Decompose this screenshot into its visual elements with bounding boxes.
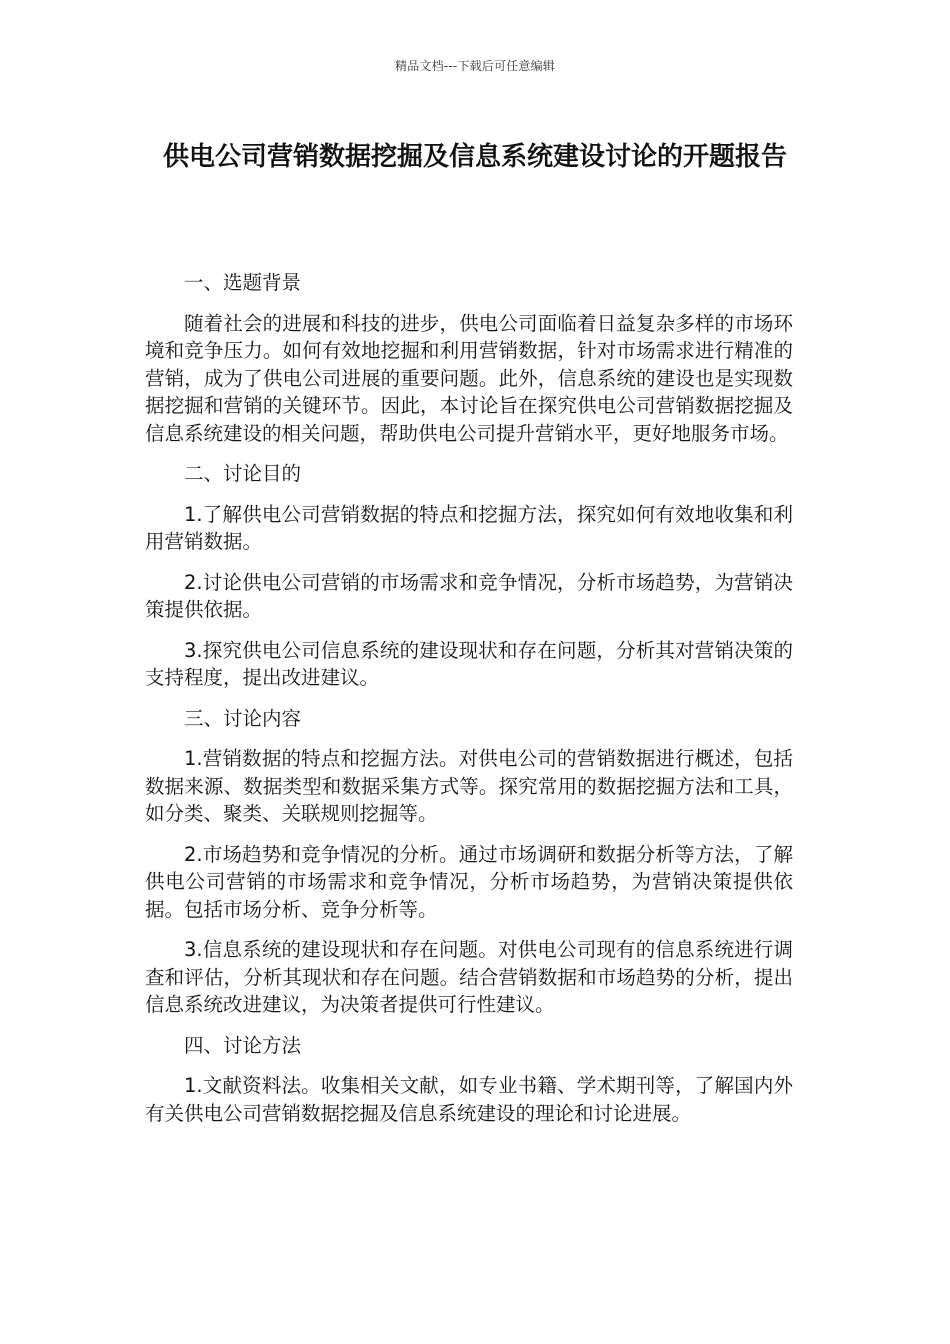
paragraph: 2.讨论供电公司营销的市场需求和竞争情况，分析市场趋势，为营销决策提供依据。: [145, 570, 793, 621]
paragraph: 2.市场趋势和竞争情况的分析。通过市场调研和数据分析等方法，了解供电公司营销的市场需求和竞争情况，分析市场趋势，为营销决策提供依据。包括市场分析、竞争分析等。: [145, 842, 793, 921]
document-body: [145, 269, 793, 1140]
section-heading-background: 一、选题背景: [184, 271, 302, 294]
document-title: 供电公司营销数据挖掘及信息系统建设讨论的开题报告: [162, 142, 787, 172]
section-heading-method: 四、讨论方法: [184, 1033, 302, 1057]
section-heading-purpose: 二、讨论目的: [184, 462, 302, 485]
paragraph: 1.营销数据的特点和挖掘方法。对供电公司的营销数据进行概述，包括数据来源、数据类型和数据采集方式等。探究常用的数据挖掘方法和工具，如分类、聚类、关联规则挖掘等。: [145, 747, 793, 825]
paragraph: 1.了解供电公司营销数据的特点和挖掘方法，探究如何有效地收集和利用营销数据。: [145, 502, 793, 553]
section-heading-content: 三、讨论内容: [184, 706, 302, 730]
paragraph: 1.文献资料法。收集相关文献，如专业书籍、学术期刊等，了解国内外有关供电公司营销数据挖掘及信息系统建设的理论和讨论进展。: [145, 1074, 793, 1125]
header-note: 精品文档---下载后可任意编辑: [395, 59, 555, 73]
paragraph: 3.信息系统的建设现状和存在问题。对供电公司现有的信息系统进行调查和评估，分析其现状和存在问题。结合营销数据和市场趋势的分析，提出信息系统改进建议，为决策者提供可行性建议。: [145, 938, 793, 1016]
paragraph: 3.探究供电公司信息系统的建设现状和存在问题，分析其对营销决策的支持程度，提出改进建议。: [145, 638, 793, 689]
paragraph: 随着社会的进展和科技的进步，供电公司面临着日益复杂多样的市场环境和竞争压力。如何有效地挖掘和利用营销数据，针对市场需求进行精准的营销，成为了供电公司进展的重要问题。此外，信息系统的建设也是实现数据挖掘和营销的关键环节。因此，本讨论旨在探究供电公司营销数据挖掘及信息系统建设的相关问题，帮助供电公司提升营销水平，更好地服务市场。: [145, 311, 793, 445]
